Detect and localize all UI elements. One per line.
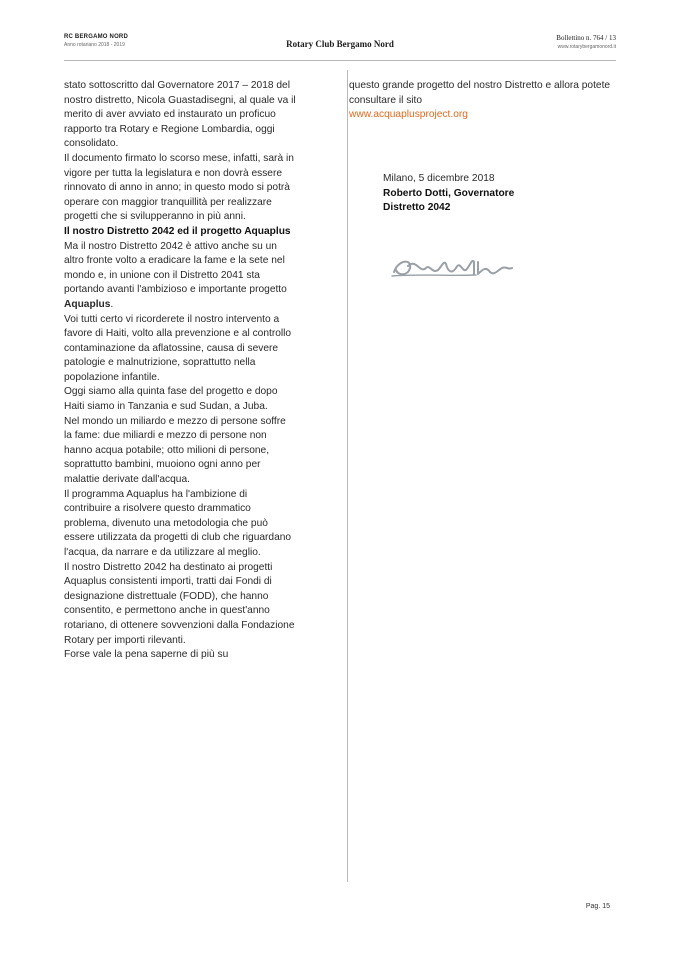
column-divider [347,70,348,882]
page-number: Pag. 15 [585,903,610,910]
paragraph: Ma il nostro Distretto 2042 è attivo anche su un altro fronte volto a eradicare la fame e la sete nel mondo e, in unione con il Distretto 2041 sta portando avanti l'ambizioso e importante progetto Aquaplus. [64,240,287,310]
paragraph: stato sottoscritto dal Governatore 2017 – 2018 del nostro distretto, Nicola Guastadisegni, al quale va il merito di aver avviato ed instaurato un proficuo rapporto tra Rotary e Regione Lombardia, oggi consolidato. [64,80,296,150]
paragraph: Nel mondo un miliardo e mezzo di persone soffre la fame: due miliardi e mezzo di persone non hanno acqua potabile; otto milioni di persone, soprattutto bambini, muoiono ogni anno per malattie derivate dall'acqua. [64,415,286,486]
header-bulletin-number: Bollettino n. 764 / 13 [556,34,616,42]
header-club-name: RC BERGAMO NORD [64,34,128,40]
project-name: Aquaplus [64,298,111,310]
district-name: Distretto 2042 [383,202,451,214]
paragraph: Voi tutti certo vi ricorderete il nostro intervento a favore di Haiti, volto alla prevenzione e al controllo contaminazione da aflatossine, causa di severe patologie e malnutrizione, soprattutto nella popolazione infantile. [64,313,292,383]
paragraph: questo grande progetto del nostro Distretto e allora potete consultare il sito www.acquaplusproject.org [349,80,611,121]
signatory-name: Roberto Dotti, Governatore [383,187,515,199]
left-column [64,79,296,663]
header-rotary-year: Anno rotariano 2018 - 2019 [64,42,125,48]
header-right [556,34,616,50]
website-link[interactable]: www.acquaplusproject.org [349,109,468,121]
right-column [349,79,619,123]
page-header [64,30,616,61]
paragraph: Il nostro Distretto 2042 ha destinato ai progetti Aquaplus consistenti importi, tratti dai Fondi di designazione distrettuale (FODD), che hanno consentito, e permettono anche in quest'anno rotariano, di ottenere sovvenzioni dalla Fondazione Rotary per importi rilevanti. [64,561,295,646]
header-title: Rotary Club Bergamo Nord [286,39,394,49]
paragraph: Il programma Aquaplus ha l'ambizione di contribuire a risolvere questo drammatico problema, divenuto una metodologia che può essere utilizzata da progetti di club che riguardano l'acqua, da narrare e da utilizzare al meglio. [64,488,292,558]
section-subheading: Il nostro Distretto 2042 ed il progetto Aquaplus [64,225,291,237]
paragraph: Oggi siamo alla quinta fase del progetto e dopo Haiti siamo in Tanzania e sud Sudan, a Juba. [64,386,278,413]
handwritten-signature [390,252,516,280]
paragraph: Il documento firmato lo scorso mese, infatti, sarà in vigore per tutta la legislatura e non dovrà essere rinnovato di anno in anno; in questo modo si potrà operare con maggior tranquillità per realizzare progetti che si svilupperanno in più anni. [64,152,294,223]
date-line: Milano, 5 dicembre 2018 [383,173,495,184]
paragraph: Forse vale la pena saperne di più su [64,649,229,661]
header-website: www.rotarybergamonord.it [557,44,616,50]
signature-block [383,172,514,216]
